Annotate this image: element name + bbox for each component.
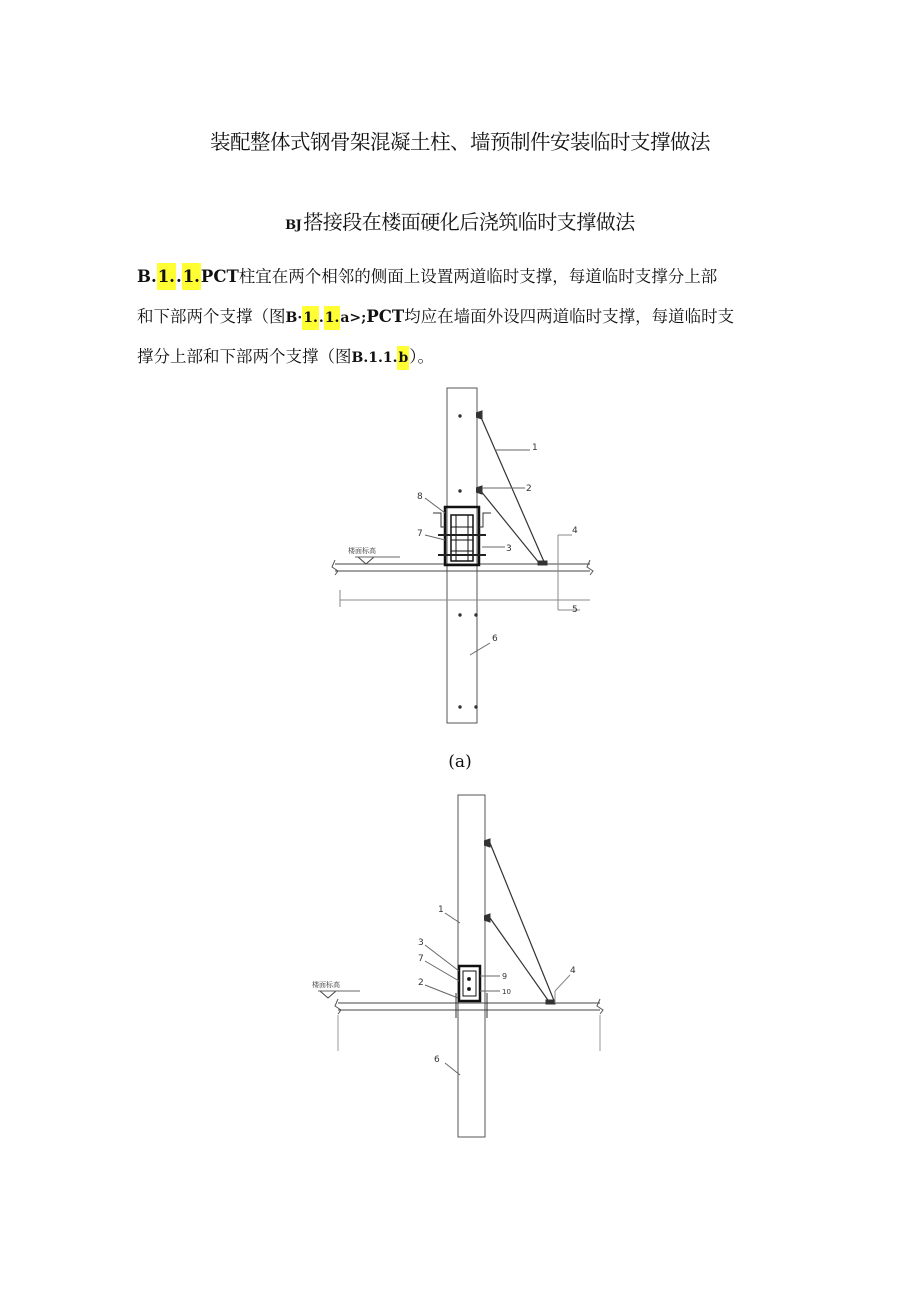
figure-a-caption: (a) xyxy=(448,752,472,772)
paragraph-text: 撑，每道临时支 xyxy=(618,307,735,326)
callout-label: 9 xyxy=(502,972,508,981)
figure-ref: B.1.1. xyxy=(351,350,398,366)
callout-label: 4 xyxy=(570,966,576,976)
term-pct: PCT xyxy=(366,307,405,326)
paragraph-text: 和下部两个支撑（图 xyxy=(137,307,286,326)
floor-elevation-label: 楼面标高 xyxy=(348,547,376,555)
clause-number-highlight: 1. xyxy=(182,263,201,290)
paragraph-line-1 xyxy=(137,257,797,297)
callout-label: 1 xyxy=(532,443,538,453)
callout-label: 2 xyxy=(526,484,532,494)
paragraph-text: 柱宜在两个相邻的侧面上设置两道临时支撑，每道临时支撑分上部 xyxy=(238,267,718,286)
paragraph-text: 均应在墙面外设四两道临时支 xyxy=(404,307,619,326)
callout-label: 2 xyxy=(418,978,424,988)
figure-ref: B· xyxy=(285,310,303,326)
paragraph-text: ）。 xyxy=(409,347,434,366)
figure-b-drawing xyxy=(300,793,610,1140)
clause-number-b: B. xyxy=(137,267,157,286)
figure-ref-highlight: b xyxy=(397,346,409,370)
callout-label: 1 xyxy=(438,905,444,915)
figure-ref-highlight: 1. xyxy=(302,306,319,330)
paragraph-line-3 xyxy=(137,337,797,378)
figure-ref: . xyxy=(318,310,324,326)
callout-label: 5 xyxy=(572,605,578,615)
figure-ref: a>; xyxy=(340,310,367,326)
callout-label: 7 xyxy=(417,529,423,539)
floor-elevation-label: 楼面标高 xyxy=(312,981,340,989)
upper-brace xyxy=(480,415,545,564)
callout-label: 10 xyxy=(502,988,511,996)
clause-number-dot: . xyxy=(175,267,182,286)
callout-label: 6 xyxy=(492,634,498,644)
callout-label: 3 xyxy=(418,938,424,948)
clause-number-highlight: 1. xyxy=(157,263,176,290)
paragraph-text: 撑分上部和下部两个支撑（图 xyxy=(137,347,352,366)
callout-label: 4 xyxy=(572,526,578,536)
upper-brace xyxy=(490,843,555,1003)
lower-brace xyxy=(490,918,550,1003)
figure-a-drawing xyxy=(300,385,610,730)
page-title: 装配整体式钢骨架混凝土柱、墙预制件安装临时支撑做法 xyxy=(210,130,710,154)
paragraph-line-2 xyxy=(137,297,797,338)
term-pct: PCT xyxy=(200,267,239,286)
section-prefix: BJ xyxy=(285,218,302,233)
section-title-text: 搭接段在楼面硬化后浇筑临时支撑做法 xyxy=(303,210,635,234)
callout-label: 6 xyxy=(434,1055,440,1065)
callout-label: 3 xyxy=(506,544,512,554)
callout-label: 8 xyxy=(417,492,423,502)
callout-label: 7 xyxy=(418,954,424,964)
section-title xyxy=(0,206,920,235)
figure-ref-highlight: 1. xyxy=(324,306,341,330)
